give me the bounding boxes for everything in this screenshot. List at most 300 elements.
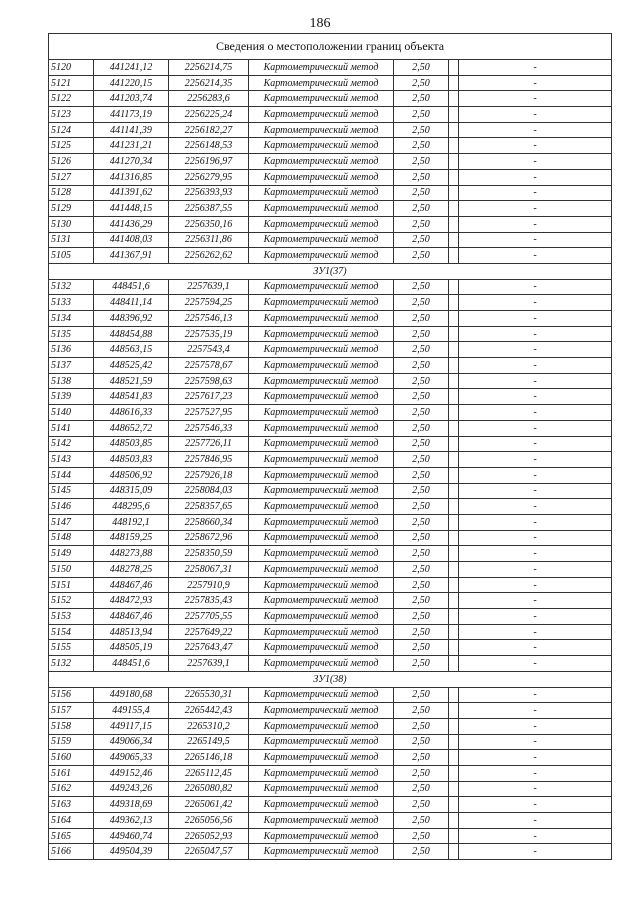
coord-x: 441173,19 <box>94 107 169 123</box>
dash-cell: - <box>459 75 612 91</box>
point-number: 5133 <box>49 295 94 311</box>
table-row <box>49 91 612 107</box>
empty-cell <box>449 467 459 483</box>
coord-y: 2265080,82 <box>169 781 249 797</box>
coord-y: 2257643,47 <box>169 640 249 656</box>
empty-cell <box>449 405 459 421</box>
coord-y: 2265047,57 <box>169 844 249 860</box>
dash-cell: - <box>459 295 612 311</box>
method-cell: Картометрический метод <box>249 405 394 421</box>
coord-x: 448506,92 <box>94 467 169 483</box>
dash-cell: - <box>459 483 612 499</box>
point-number: 5147 <box>49 514 94 530</box>
point-number: 5152 <box>49 593 94 609</box>
precision-cell: 2,50 <box>394 169 449 185</box>
point-number: 5134 <box>49 311 94 327</box>
method-cell: Картометрический метод <box>249 514 394 530</box>
precision-cell: 2,50 <box>394 844 449 860</box>
empty-cell <box>449 279 459 295</box>
precision-cell: 2,50 <box>394 107 449 123</box>
coord-x: 448396,92 <box>94 311 169 327</box>
table-row <box>49 530 612 546</box>
empty-cell <box>449 577 459 593</box>
section-label: ЗУ1(37) <box>49 263 612 279</box>
point-number: 5144 <box>49 467 94 483</box>
coord-x: 441436,29 <box>94 216 169 232</box>
empty-cell <box>449 609 459 625</box>
empty-cell <box>449 389 459 405</box>
precision-cell: 2,50 <box>394 499 449 515</box>
coord-y: 2256279,95 <box>169 169 249 185</box>
method-cell: Картометрический метод <box>249 279 394 295</box>
method-cell: Картометрический метод <box>249 91 394 107</box>
precision-cell: 2,50 <box>394 436 449 452</box>
precision-cell: 2,50 <box>394 295 449 311</box>
point-number: 5163 <box>49 797 94 813</box>
coord-x: 449180,68 <box>94 687 169 703</box>
table-row <box>49 844 612 860</box>
empty-cell <box>449 154 459 170</box>
method-cell: Картометрический метод <box>249 483 394 499</box>
point-number: 5158 <box>49 718 94 734</box>
dash-cell: - <box>459 185 612 201</box>
method-cell: Картометрический метод <box>249 452 394 468</box>
precision-cell: 2,50 <box>394 546 449 562</box>
precision-cell: 2,50 <box>394 122 449 138</box>
precision-cell: 2,50 <box>394 750 449 766</box>
precision-cell: 2,50 <box>394 389 449 405</box>
coord-y: 2265146,18 <box>169 750 249 766</box>
coord-y: 2258084,03 <box>169 483 249 499</box>
precision-cell: 2,50 <box>394 483 449 499</box>
coord-x: 448503,83 <box>94 452 169 468</box>
method-cell: Картометрический метод <box>249 185 394 201</box>
coord-y: 2265442,43 <box>169 703 249 719</box>
table-row <box>49 656 612 672</box>
coord-x: 448503,85 <box>94 436 169 452</box>
dash-cell: - <box>459 797 612 813</box>
precision-cell: 2,50 <box>394 60 449 76</box>
point-number: 5124 <box>49 122 94 138</box>
method-cell: Картометрический метод <box>249 499 394 515</box>
coord-x: 448159,25 <box>94 530 169 546</box>
method-cell: Картометрический метод <box>249 358 394 374</box>
coord-y: 2256262,62 <box>169 248 249 264</box>
point-number: 5162 <box>49 781 94 797</box>
method-cell: Картометрический метод <box>249 295 394 311</box>
method-cell: Картометрический метод <box>249 530 394 546</box>
dash-cell: - <box>459 624 612 640</box>
point-number: 5139 <box>49 389 94 405</box>
dash-cell: - <box>459 577 612 593</box>
point-number: 5148 <box>49 530 94 546</box>
table-row <box>49 326 612 342</box>
method-cell: Картометрический метод <box>249 546 394 562</box>
method-cell: Картометрический метод <box>249 813 394 829</box>
table-row <box>49 562 612 578</box>
table-row <box>49 216 612 232</box>
precision-cell: 2,50 <box>394 765 449 781</box>
empty-cell <box>449 750 459 766</box>
method-cell: Картометрический метод <box>249 828 394 844</box>
coord-y: 2257835,43 <box>169 593 249 609</box>
coord-y: 2256393,93 <box>169 185 249 201</box>
coord-x: 449362,13 <box>94 813 169 829</box>
coord-y: 2256196,97 <box>169 154 249 170</box>
point-number: 5151 <box>49 577 94 593</box>
dash-cell: - <box>459 593 612 609</box>
dash-cell: - <box>459 452 612 468</box>
table-row <box>49 358 612 374</box>
empty-cell <box>449 718 459 734</box>
dash-cell: - <box>459 530 612 546</box>
method-cell: Картометрический метод <box>249 593 394 609</box>
table-title: Сведения о местоположении границ объекта <box>49 34 612 60</box>
point-number: 5128 <box>49 185 94 201</box>
coord-y: 2258660,34 <box>169 514 249 530</box>
dash-cell: - <box>459 201 612 217</box>
coord-x: 449066,34 <box>94 734 169 750</box>
empty-cell <box>449 420 459 436</box>
table-row <box>49 797 612 813</box>
table-row <box>49 624 612 640</box>
table-row <box>49 687 612 703</box>
dash-cell: - <box>459 656 612 672</box>
coord-y: 2257578,67 <box>169 358 249 374</box>
coord-y: 2265052,93 <box>169 828 249 844</box>
table-row <box>49 107 612 123</box>
coord-x: 448192,1 <box>94 514 169 530</box>
coord-y: 2257594,25 <box>169 295 249 311</box>
coord-x: 449152,46 <box>94 765 169 781</box>
point-number: 5142 <box>49 436 94 452</box>
dash-cell: - <box>459 169 612 185</box>
empty-cell <box>449 232 459 248</box>
precision-cell: 2,50 <box>394 91 449 107</box>
precision-cell: 2,50 <box>394 342 449 358</box>
coord-x: 448472,93 <box>94 593 169 609</box>
precision-cell: 2,50 <box>394 797 449 813</box>
coord-x: 448454,88 <box>94 326 169 342</box>
table-row <box>49 750 612 766</box>
coord-y: 2257926,18 <box>169 467 249 483</box>
point-number: 5131 <box>49 232 94 248</box>
dash-cell: - <box>459 373 612 389</box>
dash-cell: - <box>459 154 612 170</box>
method-cell: Картометрический метод <box>249 656 394 672</box>
precision-cell: 2,50 <box>394 452 449 468</box>
table-row <box>49 138 612 154</box>
coord-y: 2257910,9 <box>169 577 249 593</box>
precision-cell: 2,50 <box>394 828 449 844</box>
coord-y: 2256148,53 <box>169 138 249 154</box>
dash-cell: - <box>459 342 612 358</box>
point-number: 5155 <box>49 640 94 656</box>
method-cell: Картометрический метод <box>249 718 394 734</box>
coord-x: 441141,39 <box>94 122 169 138</box>
table-row <box>49 185 612 201</box>
method-cell: Картометрический метод <box>249 703 394 719</box>
precision-cell: 2,50 <box>394 216 449 232</box>
method-cell: Картометрический метод <box>249 138 394 154</box>
empty-cell <box>449 326 459 342</box>
coord-y: 2257639,1 <box>169 279 249 295</box>
method-cell: Картометрический метод <box>249 797 394 813</box>
point-number: 5153 <box>49 609 94 625</box>
method-cell: Картометрический метод <box>249 201 394 217</box>
empty-cell <box>449 75 459 91</box>
precision-cell: 2,50 <box>394 201 449 217</box>
empty-cell <box>449 530 459 546</box>
coord-x: 448652,72 <box>94 420 169 436</box>
precision-cell: 2,50 <box>394 154 449 170</box>
table-row <box>49 703 612 719</box>
empty-cell <box>449 562 459 578</box>
coord-x: 441270,34 <box>94 154 169 170</box>
precision-cell: 2,50 <box>394 703 449 719</box>
point-number: 5121 <box>49 75 94 91</box>
point-number: 5126 <box>49 154 94 170</box>
point-number: 5127 <box>49 169 94 185</box>
precision-cell: 2,50 <box>394 248 449 264</box>
point-number: 5145 <box>49 483 94 499</box>
coord-x: 441203,74 <box>94 91 169 107</box>
precision-cell: 2,50 <box>394 781 449 797</box>
page-number: 186 <box>309 16 331 31</box>
point-number: 5120 <box>49 60 94 76</box>
empty-cell <box>449 295 459 311</box>
coord-x: 448541,83 <box>94 389 169 405</box>
empty-cell <box>449 703 459 719</box>
dash-cell: - <box>459 389 612 405</box>
point-number: 5160 <box>49 750 94 766</box>
dash-cell: - <box>459 781 612 797</box>
point-number: 5146 <box>49 499 94 515</box>
coord-x: 448525,42 <box>94 358 169 374</box>
table-row <box>49 467 612 483</box>
precision-cell: 2,50 <box>394 358 449 374</box>
empty-cell <box>449 813 459 829</box>
dash-cell: - <box>459 420 612 436</box>
empty-cell <box>449 781 459 797</box>
table-row <box>49 514 612 530</box>
table-row <box>49 405 612 421</box>
point-number: 5154 <box>49 624 94 640</box>
precision-cell: 2,50 <box>394 514 449 530</box>
empty-cell <box>449 169 459 185</box>
dash-cell: - <box>459 60 612 76</box>
method-cell: Картометрический метод <box>249 750 394 766</box>
table-row <box>49 593 612 609</box>
table-row <box>49 342 612 358</box>
table-row <box>49 389 612 405</box>
empty-cell <box>449 311 459 327</box>
coord-y: 2265056,56 <box>169 813 249 829</box>
dash-cell: - <box>459 687 612 703</box>
dash-cell: - <box>459 326 612 342</box>
precision-cell: 2,50 <box>394 656 449 672</box>
coord-x: 449117,15 <box>94 718 169 734</box>
coord-x: 449155,4 <box>94 703 169 719</box>
table-row <box>49 718 612 734</box>
method-cell: Картометрический метод <box>249 420 394 436</box>
empty-cell <box>449 358 459 374</box>
coord-y: 2257543,4 <box>169 342 249 358</box>
coord-y: 2256214,35 <box>169 75 249 91</box>
empty-cell <box>449 797 459 813</box>
method-cell: Картометрический метод <box>249 640 394 656</box>
empty-cell <box>449 593 459 609</box>
empty-cell <box>449 342 459 358</box>
method-cell: Картометрический метод <box>249 216 394 232</box>
dash-cell: - <box>459 640 612 656</box>
table-row <box>49 154 612 170</box>
method-cell: Картометрический метод <box>249 75 394 91</box>
point-number: 5125 <box>49 138 94 154</box>
precision-cell: 2,50 <box>394 718 449 734</box>
table-row <box>49 609 612 625</box>
dash-cell: - <box>459 813 612 829</box>
precision-cell: 2,50 <box>394 734 449 750</box>
point-number: 5105 <box>49 248 94 264</box>
coord-y: 2257617,23 <box>169 389 249 405</box>
coord-x: 441241,12 <box>94 60 169 76</box>
coord-x: 448563,15 <box>94 342 169 358</box>
empty-cell <box>449 91 459 107</box>
point-number: 5165 <box>49 828 94 844</box>
coord-y: 2257649,22 <box>169 624 249 640</box>
table-row <box>49 373 612 389</box>
section-row <box>49 263 612 279</box>
point-number: 5159 <box>49 734 94 750</box>
coord-x: 448505,19 <box>94 640 169 656</box>
coord-x: 448278,25 <box>94 562 169 578</box>
dash-cell: - <box>459 311 612 327</box>
point-number: 5150 <box>49 562 94 578</box>
table-row <box>49 295 612 311</box>
dash-cell: - <box>459 107 612 123</box>
coord-y: 2256350,16 <box>169 216 249 232</box>
table-row <box>49 436 612 452</box>
coord-x: 441408,03 <box>94 232 169 248</box>
method-cell: Картометрический метод <box>249 342 394 358</box>
table-row <box>49 828 612 844</box>
coord-y: 2258067,31 <box>169 562 249 578</box>
dash-cell: - <box>459 609 612 625</box>
empty-cell <box>449 624 459 640</box>
method-cell: Картометрический метод <box>249 436 394 452</box>
method-cell: Картометрический метод <box>249 781 394 797</box>
coord-x: 448273,88 <box>94 546 169 562</box>
point-number: 5129 <box>49 201 94 217</box>
coord-x: 441220,15 <box>94 75 169 91</box>
dash-cell: - <box>459 358 612 374</box>
precision-cell: 2,50 <box>394 467 449 483</box>
precision-cell: 2,50 <box>394 311 449 327</box>
method-cell: Картометрический метод <box>249 844 394 860</box>
table-row <box>49 60 612 76</box>
coord-x: 448411,14 <box>94 295 169 311</box>
empty-cell <box>449 185 459 201</box>
dash-cell: - <box>459 514 612 530</box>
table-row <box>49 232 612 248</box>
precision-cell: 2,50 <box>394 609 449 625</box>
coord-y: 2256182,27 <box>169 122 249 138</box>
coord-x: 441231,21 <box>94 138 169 154</box>
coord-y: 2257726,11 <box>169 436 249 452</box>
coord-y: 2258350,59 <box>169 546 249 562</box>
table-row <box>49 781 612 797</box>
coord-x: 449243,26 <box>94 781 169 797</box>
empty-cell <box>449 248 459 264</box>
method-cell: Картометрический метод <box>249 373 394 389</box>
precision-cell: 2,50 <box>394 530 449 546</box>
method-cell: Картометрический метод <box>249 122 394 138</box>
empty-cell <box>449 765 459 781</box>
point-number: 5164 <box>49 813 94 829</box>
empty-cell <box>449 122 459 138</box>
point-number: 5135 <box>49 326 94 342</box>
point-number: 5149 <box>49 546 94 562</box>
method-cell: Картометрический метод <box>249 734 394 750</box>
point-number: 5161 <box>49 765 94 781</box>
coord-y: 2257546,33 <box>169 420 249 436</box>
dash-cell: - <box>459 844 612 860</box>
section-row <box>49 671 612 687</box>
table-row <box>49 734 612 750</box>
coord-x: 448467,46 <box>94 577 169 593</box>
method-cell: Картометрический метод <box>249 107 394 123</box>
point-number: 5136 <box>49 342 94 358</box>
section-label: ЗУ1(38) <box>49 671 612 687</box>
dash-cell: - <box>459 546 612 562</box>
empty-cell <box>449 107 459 123</box>
table-row <box>49 546 612 562</box>
method-cell: Картометрический метод <box>249 389 394 405</box>
dash-cell: - <box>459 734 612 750</box>
coord-y: 2257535,19 <box>169 326 249 342</box>
precision-cell: 2,50 <box>394 640 449 656</box>
empty-cell <box>449 201 459 217</box>
dash-cell: - <box>459 499 612 515</box>
point-number: 5132 <box>49 279 94 295</box>
coord-x: 441316,85 <box>94 169 169 185</box>
dash-cell: - <box>459 718 612 734</box>
empty-cell <box>449 828 459 844</box>
empty-cell <box>449 138 459 154</box>
table-row <box>49 640 612 656</box>
coord-y: 2256311,86 <box>169 232 249 248</box>
method-cell: Картометрический метод <box>249 624 394 640</box>
precision-cell: 2,50 <box>394 185 449 201</box>
precision-cell: 2,50 <box>394 405 449 421</box>
precision-cell: 2,50 <box>394 232 449 248</box>
table-row <box>49 279 612 295</box>
coord-x: 449065,33 <box>94 750 169 766</box>
empty-cell <box>449 844 459 860</box>
dash-cell: - <box>459 405 612 421</box>
method-cell: Картометрический метод <box>249 248 394 264</box>
table-row <box>49 452 612 468</box>
dash-cell: - <box>459 279 612 295</box>
coord-x: 448616,33 <box>94 405 169 421</box>
point-number: 5138 <box>49 373 94 389</box>
point-number: 5137 <box>49 358 94 374</box>
coord-x: 441391,62 <box>94 185 169 201</box>
precision-cell: 2,50 <box>394 279 449 295</box>
method-cell: Картометрический метод <box>249 154 394 170</box>
coord-y: 2265061,42 <box>169 797 249 813</box>
